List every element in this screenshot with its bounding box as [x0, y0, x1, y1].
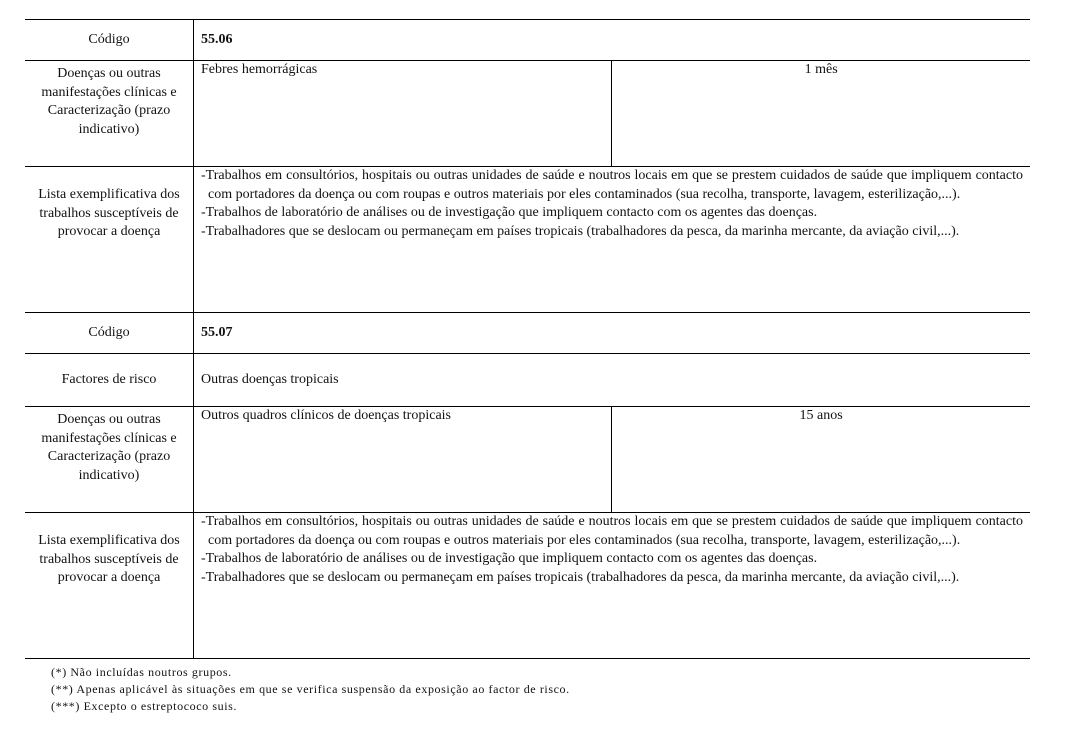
- disease-label: Doenças ou outras manifestações clínicas e Caracterização (prazo indicativo): [25, 61, 194, 167]
- work-item: -Trabalhadores que se deslocam ou permaneçam em países tropicais (trabalhadores da pesca, da marinha mercante, da aviação civil,...).: [201, 569, 960, 585]
- works-list: [194, 167, 1031, 313]
- code-value: 55.06: [194, 20, 1031, 61]
- code-value: 55.07: [194, 313, 1031, 354]
- works-list: [194, 513, 1031, 659]
- disease-row: [25, 61, 1030, 167]
- disease-value: Febres hemorrágicas: [194, 61, 612, 167]
- footnote: (***) Excepto o estreptococo suis.: [51, 698, 238, 713]
- factor-label: Factores de risco: [25, 354, 194, 407]
- code-row: [25, 313, 1030, 354]
- code-row: [25, 20, 1030, 61]
- work-item: -Trabalhos de laboratório de análises ou de investigação que impliquem contacto com os agentes das doenças.: [201, 551, 818, 567]
- disease-term: 1 mês: [612, 61, 1030, 167]
- disease-value: Outros quadros clínicos de doenças tropicais: [194, 407, 612, 513]
- work-item: -Trabalhos de laboratório de análises ou de investigação que impliquem contacto com os agentes das doenças.: [201, 205, 818, 221]
- footnote: (*) Não incluídas noutros grupos.: [51, 665, 232, 679]
- works-row: [25, 167, 1030, 313]
- code-label: Código: [25, 20, 194, 61]
- work-item: -Trabalhos em consultórios, hospitais ou outras unidades de saúde e noutros locais em que se prestem cuidados de saúde que impliquem contacto com portadores da doença ou com roupas e outros materiais por eles contaminados (sua recolha, transporte, lavagem, esterilização,...).: [201, 514, 1023, 548]
- disease-table: [25, 19, 1030, 659]
- footnote: (**) Apenas aplicável às situações em que se verifica suspensão da exposição ao factor de risco.: [51, 681, 570, 696]
- disease-label: Doenças ou outras manifestações clínicas e Caracterização (prazo indicativo): [25, 407, 194, 513]
- factor-value: Outras doenças tropicais: [194, 354, 1031, 407]
- disease-row: [25, 407, 1030, 513]
- work-item: -Trabalhos em consultórios, hospitais ou outras unidades de saúde e noutros locais em que se prestem cuidados de saúde que impliquem contacto com portadores da doença ou com roupas e outros materiais por eles contaminados (sua recolha, transporte, lavagem, esterilização,...).: [201, 168, 1023, 202]
- works-row: [25, 513, 1030, 659]
- works-label: Lista exemplificativa dos trabalhos susceptíveis de provocar a doença: [25, 513, 194, 659]
- disease-term: 15 anos: [612, 407, 1030, 513]
- footnotes: [51, 664, 570, 714]
- works-label: Lista exemplificativa dos trabalhos susceptíveis de provocar a doença: [25, 167, 194, 313]
- work-item: -Trabalhadores que se deslocam ou permaneçam em países tropicais (trabalhadores da pesca, da marinha mercante, da aviação civil,...).: [201, 223, 960, 239]
- factor-row: [25, 354, 1030, 407]
- code-label: Código: [25, 313, 194, 354]
